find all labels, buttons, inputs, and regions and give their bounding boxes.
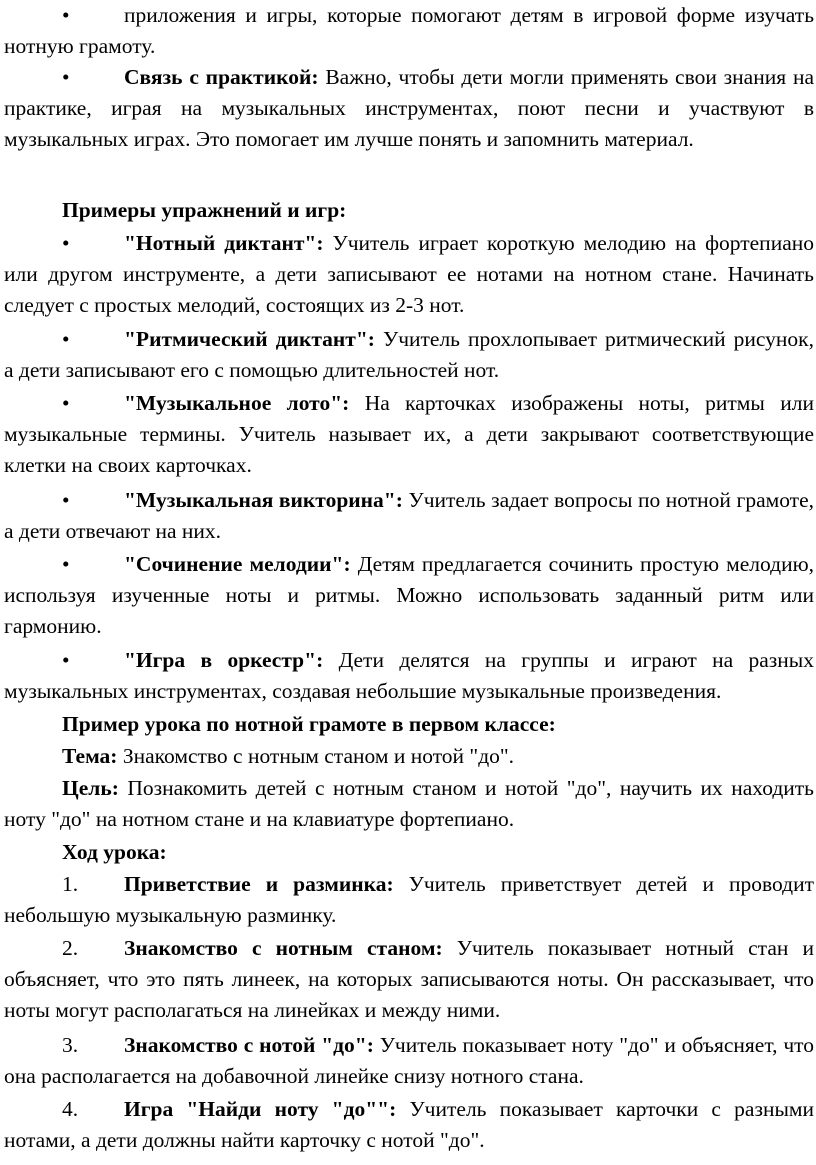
item-text: Важно, чтобы дети могли применять свои знания на практике, играя на музыкальных инструментах, поют песни и участвуют в музыкальных играх. Это помогает им лучше понять и запомнить материал. xyxy=(4,65,814,151)
list-item xyxy=(4,228,814,321)
bullet-icon: • xyxy=(62,3,70,27)
item-text: Учитель играет короткую мелодию на фортепиано или другом инструменте, а дети записывают ее нотами на нотном стане. Начинать следует с простых мелодий, состоящих из 2-3 нот. xyxy=(4,231,814,317)
item-bold: Знакомство с нотным станом: xyxy=(124,936,443,960)
section-heading: Примеры упражнений и игр: xyxy=(62,198,347,222)
item-bold: "Музыкальная викторина": xyxy=(124,488,403,512)
item-text: приложения и игры, которые помогают детям в игровой форме изучать нотную грамоту. xyxy=(4,3,814,58)
bullet-icon: • xyxy=(62,327,70,351)
item-bold: Игра "Найди ноту "до"": xyxy=(124,1097,397,1121)
list-item xyxy=(4,549,814,642)
item-number: 1. xyxy=(62,872,79,896)
bullet-icon: • xyxy=(62,488,70,512)
goal-paragraph xyxy=(4,773,814,835)
item-text: Детям предлагается сочинить простую мелодию, используя изученные ноты и ритмы. Можно использовать заданный ритм или гармонию. xyxy=(4,552,815,638)
item-bold: "Ритмический диктант": xyxy=(124,327,375,351)
item-bold: "Сочинение мелодии": xyxy=(124,552,351,576)
item-text: Дети делятся на группы и играют на разных музыкальных инструментах, создавая небольшие музыкальные произведения. xyxy=(4,648,814,703)
item-text: Учитель приветствует детей и проводит небольшую музыкальную разминку. xyxy=(4,872,814,927)
item-text: Учитель показывает карточки с разными нотами, а дети должны найти карточку с нотой "до". xyxy=(4,1097,814,1152)
item-number: 4. xyxy=(62,1097,79,1121)
numbered-item xyxy=(4,1094,814,1156)
bullet-icon: • xyxy=(62,231,70,255)
bullet-icon: • xyxy=(62,391,70,415)
topic-text: Знакомство с нотным станом и нотой "до". xyxy=(117,744,515,768)
item-bold: Связь с практикой: xyxy=(124,65,319,89)
bullet-icon: • xyxy=(62,65,70,89)
list-item xyxy=(4,388,814,481)
numbered-item xyxy=(4,869,814,931)
item-text: На карточках изображены ноты, ритмы или музыкальные термины. Учитель называет их, а дети закрывают соответствующие клетки на своих карточках. xyxy=(4,391,814,477)
section-heading: Пример урока по нотной грамоте в первом классе: xyxy=(62,712,556,736)
list-item xyxy=(4,62,814,155)
item-text: Учитель показывает ноту "до" и объясняет, что она располагается на добавочной линейке снизу нотного стана. xyxy=(4,1033,814,1088)
list-item xyxy=(4,324,814,386)
bullet-icon: • xyxy=(62,552,70,576)
section-heading: Ход урока: xyxy=(62,840,167,864)
list-item xyxy=(4,0,814,62)
list-item xyxy=(4,485,814,547)
numbered-item xyxy=(4,933,814,1026)
item-text: Учитель задает вопросы по нотной грамоте, а дети отвечают на них. xyxy=(4,488,814,543)
item-number: 3. xyxy=(62,1033,79,1057)
item-number: 2. xyxy=(62,936,79,960)
list-item xyxy=(4,645,814,707)
topic-paragraph xyxy=(4,741,814,772)
item-bold: "Нотный диктант": xyxy=(124,231,324,255)
topic-label: Тема: xyxy=(62,744,118,768)
item-bold: Знакомство с нотой "до": xyxy=(124,1033,374,1057)
goal-text: Познакомить детей с нотным станом и нотой "до", научить их находить ноту "до" на нотном стане и на клавиатуре фортепиано. xyxy=(4,776,814,831)
numbered-item xyxy=(4,1030,814,1092)
bullet-icon: • xyxy=(62,648,70,672)
item-text: Учитель прохлопывает ритмический рисунок, а дети записывают его с помощью длительностей нот. xyxy=(4,327,814,382)
item-bold: "Игра в оркестр": xyxy=(124,648,324,672)
item-bold: "Музыкальное лото": xyxy=(124,391,350,415)
item-bold: Приветствие и разминка: xyxy=(124,872,394,896)
item-text: Учитель показывает нотный стан и объясняет, что это пять линеек, на которых записываются ноты. Он рассказывает, что ноты могут располагаться на линейках и между ними. xyxy=(4,936,814,1022)
goal-label: Цель: xyxy=(62,776,119,800)
